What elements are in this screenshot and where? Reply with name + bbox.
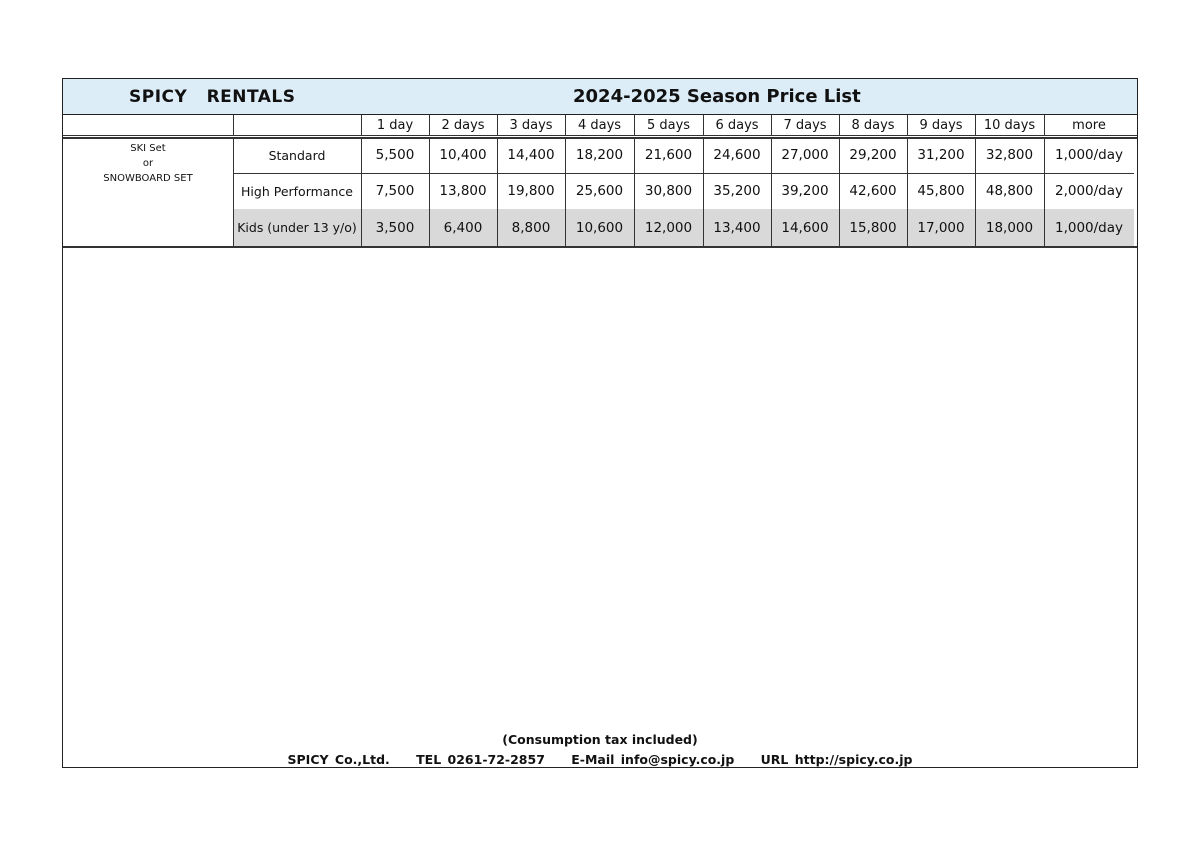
grid-line (975, 137, 976, 246)
group-label: SNOWBOARD SET (103, 173, 193, 184)
row-name: High Performance (241, 183, 353, 199)
tax-note: (Consumption tax included) (502, 732, 698, 747)
row-name: Kids (under 13 y/o) (237, 220, 357, 235)
price-cell: 8,800 (511, 219, 551, 236)
price-cell: 48,800 (985, 183, 1034, 199)
column-header-4: 4 days (577, 117, 622, 133)
group-label: or (142, 158, 154, 169)
price-cell: 18,200 (575, 147, 624, 163)
company-name: SPICY Co.,Ltd. (287, 752, 390, 767)
price-cell: 15,800 (849, 219, 897, 236)
grid-line (429, 137, 430, 246)
page-title: 2024-2025 Season Price List (573, 86, 861, 107)
column-header-1: 1 day (376, 117, 414, 133)
brand-name: SPICY RENTALS (129, 87, 296, 107)
phone-number: TEL 0261-72-2857 (416, 752, 545, 767)
grid-line (233, 115, 234, 135)
price-cell: 29,200 (849, 147, 897, 163)
price-cell: 1,000/day (1054, 219, 1124, 236)
price-cell: 14,400 (507, 147, 555, 163)
column-header-7: 7 days (783, 117, 827, 133)
header-rule (63, 135, 1137, 136)
price-cell: 27,000 (781, 147, 829, 163)
price-cell: 17,000 (917, 219, 965, 236)
row-name: Standard (268, 147, 326, 163)
header-bar (63, 79, 1137, 115)
column-header-6: 6 days (715, 117, 759, 133)
grid-line (771, 137, 772, 246)
price-cell: 39,200 (781, 183, 829, 199)
grid-line (839, 137, 840, 246)
price-sheet (62, 78, 1138, 768)
column-header-11: more (1072, 117, 1106, 133)
grid-line (565, 137, 566, 246)
price-cell: 25,600 (575, 183, 624, 199)
group-rule (63, 137, 1137, 139)
price-cell: 13,400 (713, 219, 761, 236)
price-cell: 12,000 (644, 219, 693, 236)
price-cell: 21,600 (644, 147, 693, 163)
price-cell: 19,800 (507, 183, 555, 199)
column-header-8: 8 days (851, 117, 895, 133)
price-cell: 1,000/day (1054, 147, 1124, 163)
column-header-9: 9 days (919, 117, 963, 133)
price-cell: 42,600 (849, 183, 897, 199)
grid-line (907, 137, 908, 246)
column-header-5: 5 days (646, 117, 691, 133)
grid-line (1044, 137, 1045, 246)
price-cell: 31,200 (917, 147, 965, 163)
column-header-10: 10 days (983, 117, 1036, 133)
price-cell: 24,600 (713, 147, 761, 163)
group-label: SKI Set (130, 143, 166, 154)
grid-line (703, 137, 704, 246)
grid-line (361, 137, 362, 246)
price-cell: 6,400 (443, 219, 483, 236)
price-cell: 45,800 (917, 183, 965, 199)
price-cell: 7,500 (375, 183, 415, 199)
price-cell: 30,800 (644, 183, 693, 199)
contact-line (63, 752, 1137, 767)
email-address[interactable]: E-Mail info@spicy.co.jp (571, 752, 735, 767)
price-cell: 14,600 (781, 219, 829, 236)
grid-line (634, 137, 635, 246)
price-cell: 5,500 (375, 147, 415, 163)
price-cell: 18,000 (985, 219, 1034, 236)
column-header-3: 3 days (509, 117, 553, 133)
price-cell: 35,200 (713, 183, 761, 199)
column-header-2: 2 days (441, 117, 485, 133)
price-cell: 2,000/day (1054, 183, 1124, 199)
price-cell: 32,800 (985, 147, 1034, 163)
price-cell: 3,500 (375, 219, 415, 236)
grid-line (497, 137, 498, 246)
group-rule (63, 246, 1137, 248)
price-cell: 10,600 (575, 219, 624, 236)
grid-line (233, 137, 234, 246)
price-cell: 13,800 (439, 183, 487, 199)
price-cell: 10,400 (439, 147, 487, 163)
website-url[interactable]: URL http://spicy.co.jp (760, 752, 913, 767)
